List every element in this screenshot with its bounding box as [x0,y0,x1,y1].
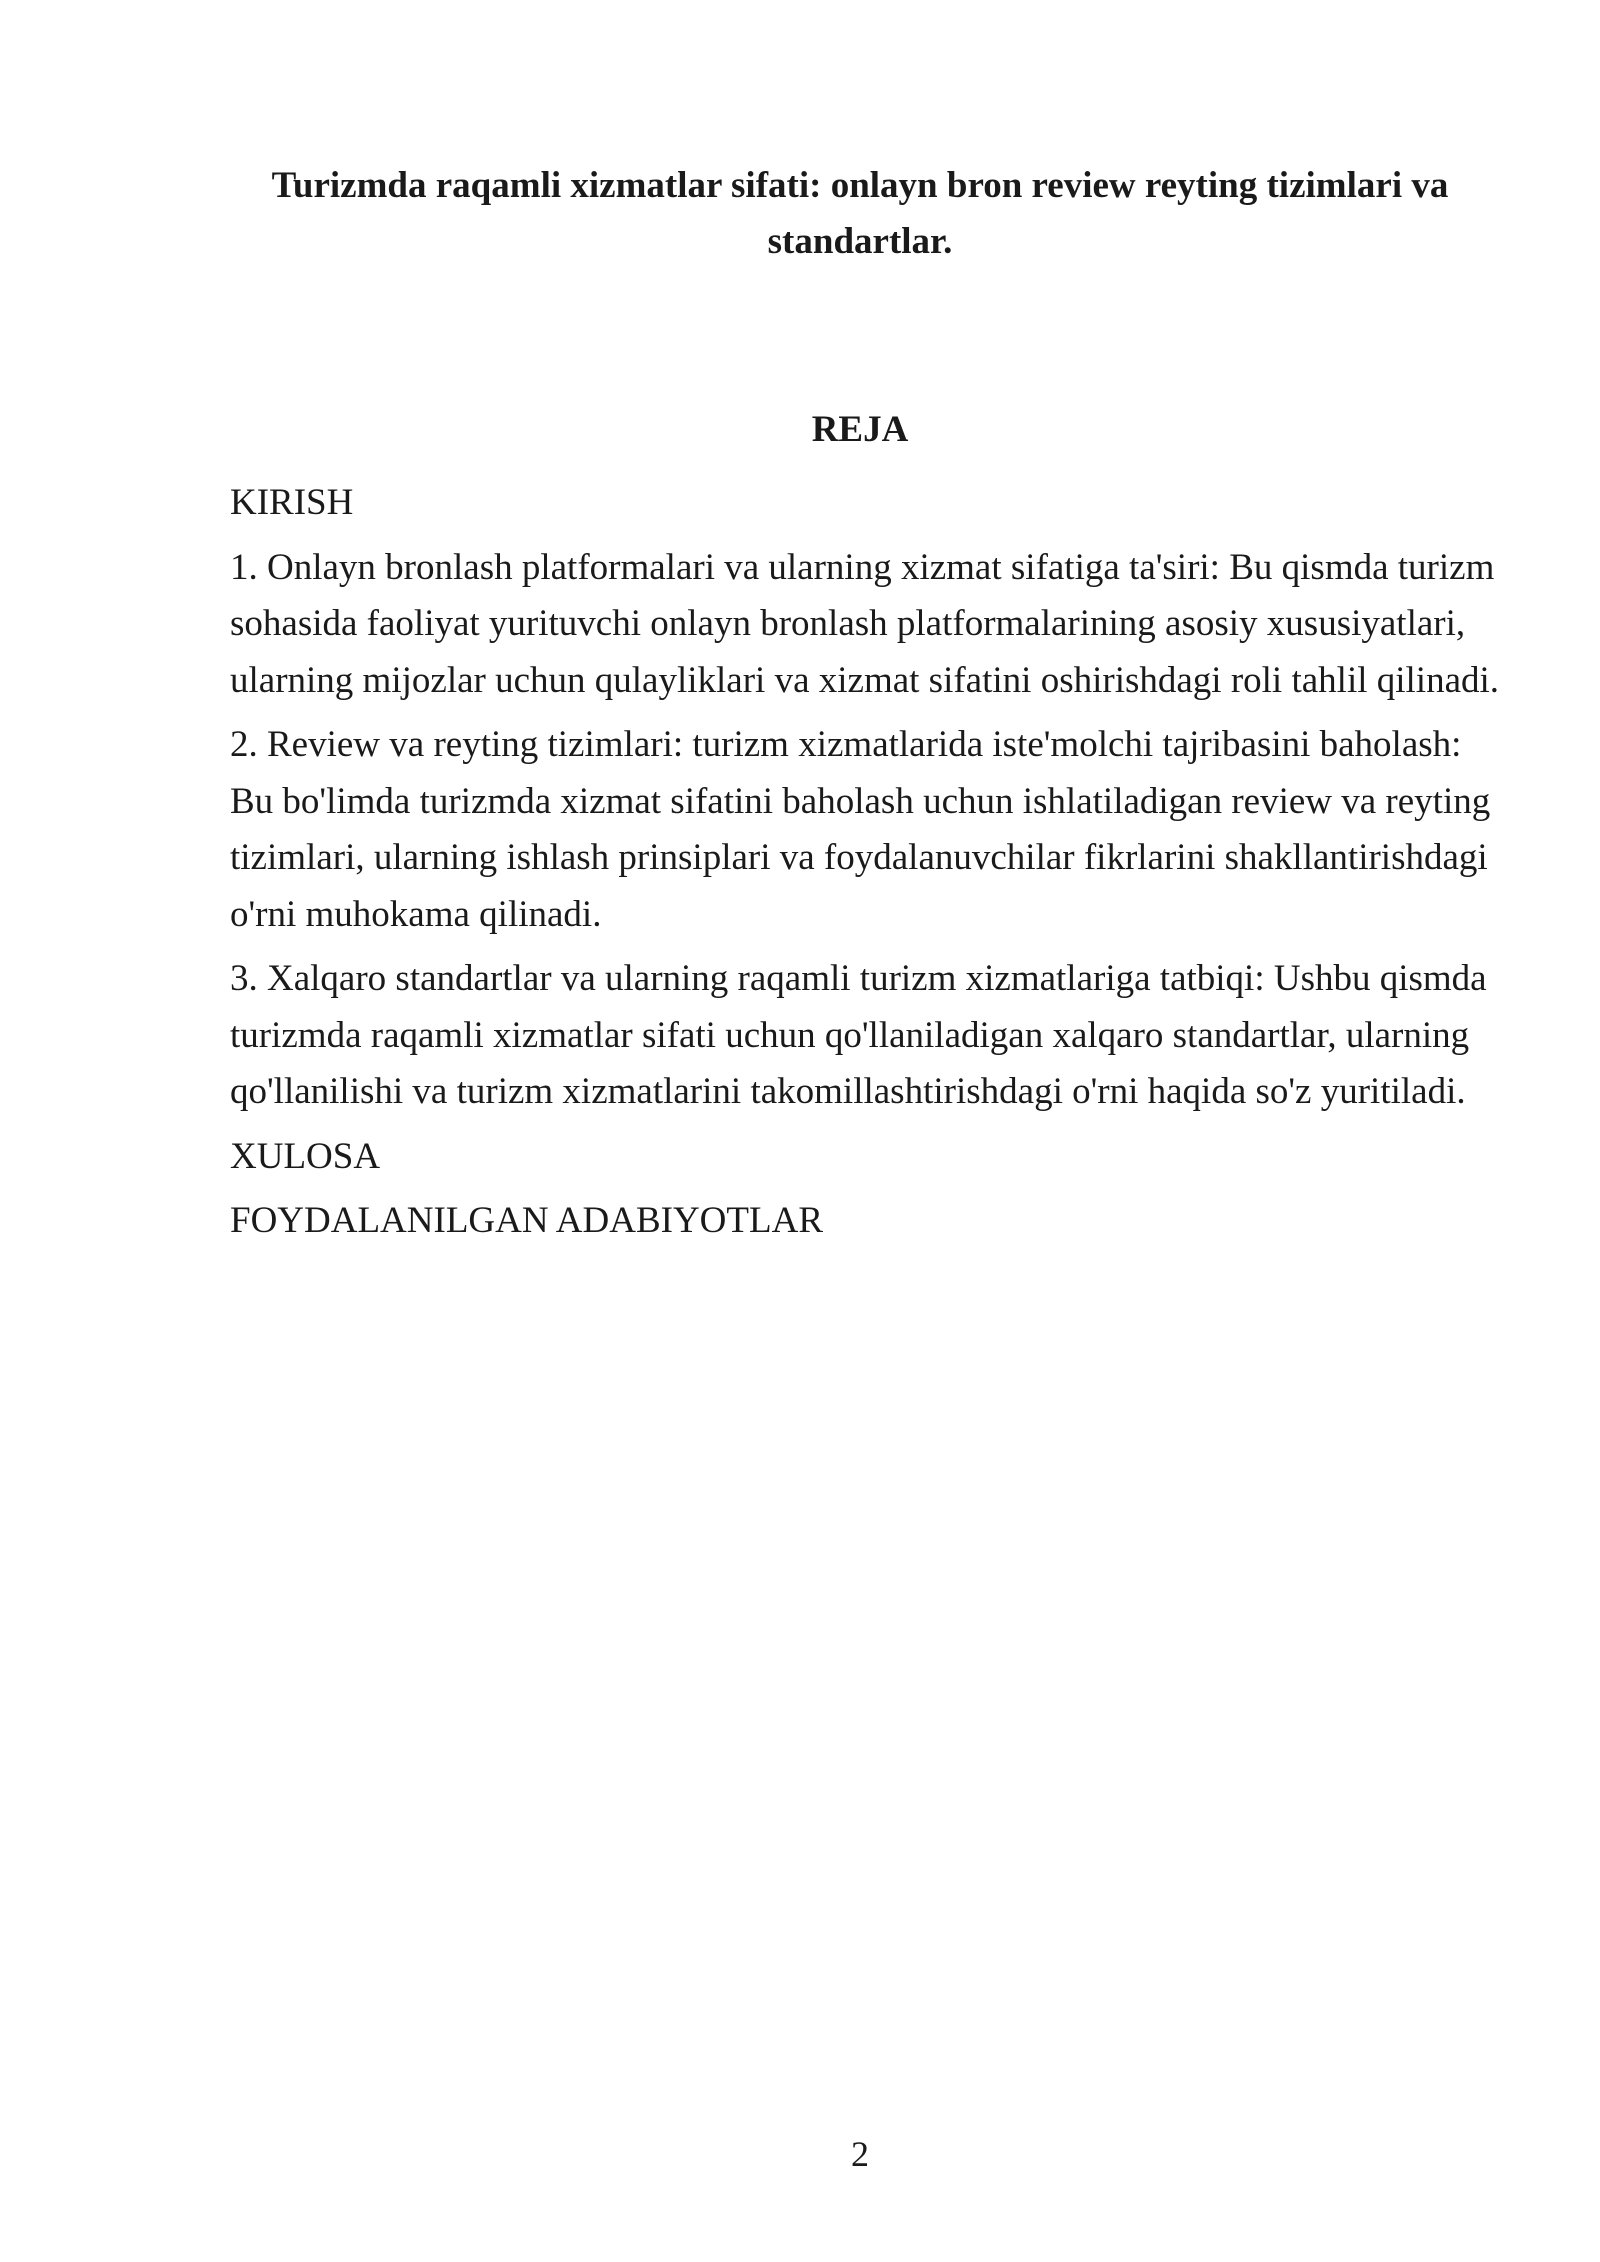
document-title: Turizmda raqamli xizmatlar sifati: onlayn bron review reyting tizimlari va standartlar. [271,165,1449,262]
page-number: 2 [851,2134,869,2174]
section-item-1: 1. Onlayn bronlash platformalari va ularning xizmat sifatiga ta'siri: Bu qismda turizm sohasida faoliyat yurituvchi onlayn bronlash platformalarining asosiy xususiyatlari, ularning mijozlar uchun qulayliklari va xizmat sifatini oshirishdagi roli tahlil qilinadi. [230,546,1500,701]
plan-contents [230,475,1500,1258]
conclusion-item: XULOSA [230,1135,381,1177]
plan-heading: REJA [811,409,909,450]
section-item-2: 2. Review va reyting tizimlari: turizm xizmatlarida iste'molchi tajribasini baholash: Bu bo'limda turizmda xizmat sifatini baholash uchun ishlatiladigan review va reyting tizimlari, ularning ishlash prinsiplari va foydalanuvchilar fikrlarini shakllantirishdagi o'rni muhokama qilinadi. [230,724,1491,935]
intro-item: KIRISH [230,482,354,523]
section-item-3: 3. Xalqaro standartlar va ularning raqamli turizm xizmatlariga tatbiqi: Ushbu qismda turizmda raqamli xizmatlar sifati uchun qo'llaniladigan xalqaro standartlar, ularning qo'llanilishi va turizm xizmatlarini takomillashtirishdagi o'rni haqida so'z yuritiladi. [230,958,1487,1112]
references-item: FOYDALANILGAN ADABIYOTLAR [230,1200,823,1241]
